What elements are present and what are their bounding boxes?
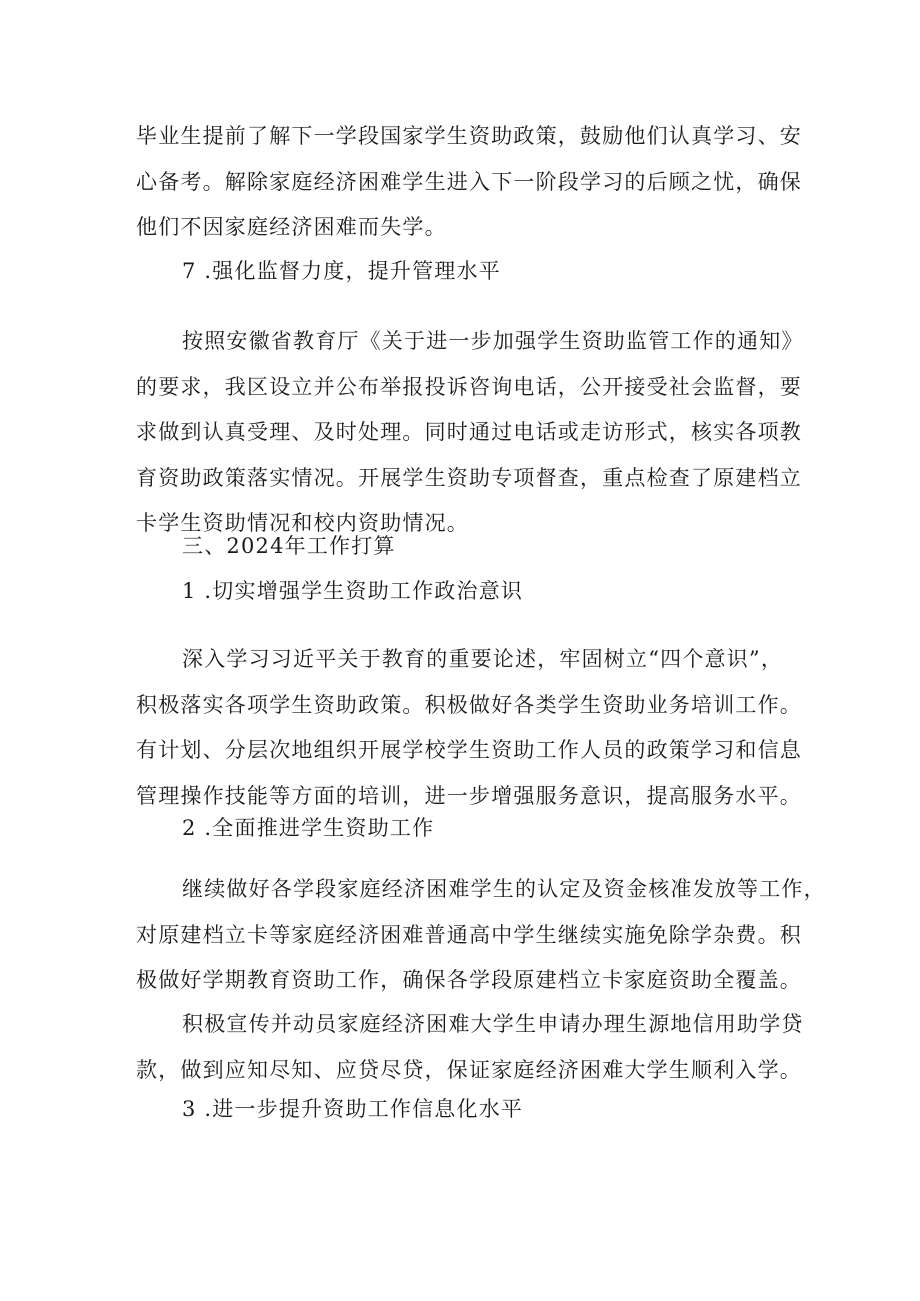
text-line: 极做好学期教育资助工作，确保各学段原建档立卡家庭资助全覆盖。 <box>136 968 802 992</box>
text-line: 他们不因家庭经济困难而失学。 <box>136 215 447 239</box>
paragraph-political-awareness <box>136 637 802 819</box>
section-heading-2: 2 .全面推进学生资助工作 <box>182 816 435 840</box>
text-line: 深入学习习近平关于教育的重要论述，牢固树立“四个意识”， <box>182 647 784 671</box>
paragraph-student-aid <box>136 867 826 1004</box>
text-line: 求做到认真受理、及时处理。同时通过电话或走访形式，核实各项教 <box>136 420 802 444</box>
text-line: 继续做好各学段家庭经济困难学生的认定及资金核准发放等工作， <box>182 877 826 901</box>
text-line: 有计划、分层次地组织开展学校学生资助工作人员的政策学习和信息 <box>136 738 802 762</box>
text-line: 款，做到应知尽知、应贷尽贷，保证家庭经济困难大学生顺利入学。 <box>136 1057 802 1082</box>
paragraph-continuation <box>136 114 802 251</box>
text-line: 积极宣传并动员家庭经济困难大学生申请办理生源地信用助学贷 <box>182 1012 804 1036</box>
text-line: 卡学生资助情况和校内资助情况。 <box>136 511 469 535</box>
paragraph-supervision <box>136 319 804 547</box>
chapter-heading-plan: 三、2024年工作打算 <box>182 534 396 558</box>
text-line: 按照安徽省教育厅《关于进一步加强学生资助监管工作的通知》 <box>182 329 804 353</box>
section-heading-3: 3 .进一步提升资助工作信息化水平 <box>182 1097 524 1121</box>
section-heading-7: 7 .强化监督力度，提升管理水平 <box>182 259 501 283</box>
section-heading-1: 1 .切实增强学生资助工作政治意识 <box>182 579 524 603</box>
text-line: 毕业生提前了解下一学段国家学生资助政策，鼓励他们认真学习、安 <box>136 124 802 148</box>
text-line: 心备考。解除家庭经济困难学生进入下一阶段学习的后顾之忧，确保 <box>136 169 802 194</box>
text-line: 管理操作技能等方面的培训，进一步增强服务意识，提高服务水平。 <box>136 783 802 808</box>
text-line: 的要求，我区设立并公布举报投诉咨询电话，公开接受社会监督，要 <box>136 374 802 399</box>
paragraph-student-loans <box>136 1002 804 1093</box>
text-line: 育资助政策落实情况。开展学生资助专项督查，重点检查了原建档立 <box>136 465 802 490</box>
text-line: 对原建档立卡等家庭经济困难普通高中学生继续实施免除学杂费。积 <box>136 922 802 947</box>
text-line: 积极落实各项学生资助政策。积极做好各类学生资助业务培训工作。 <box>136 692 802 717</box>
